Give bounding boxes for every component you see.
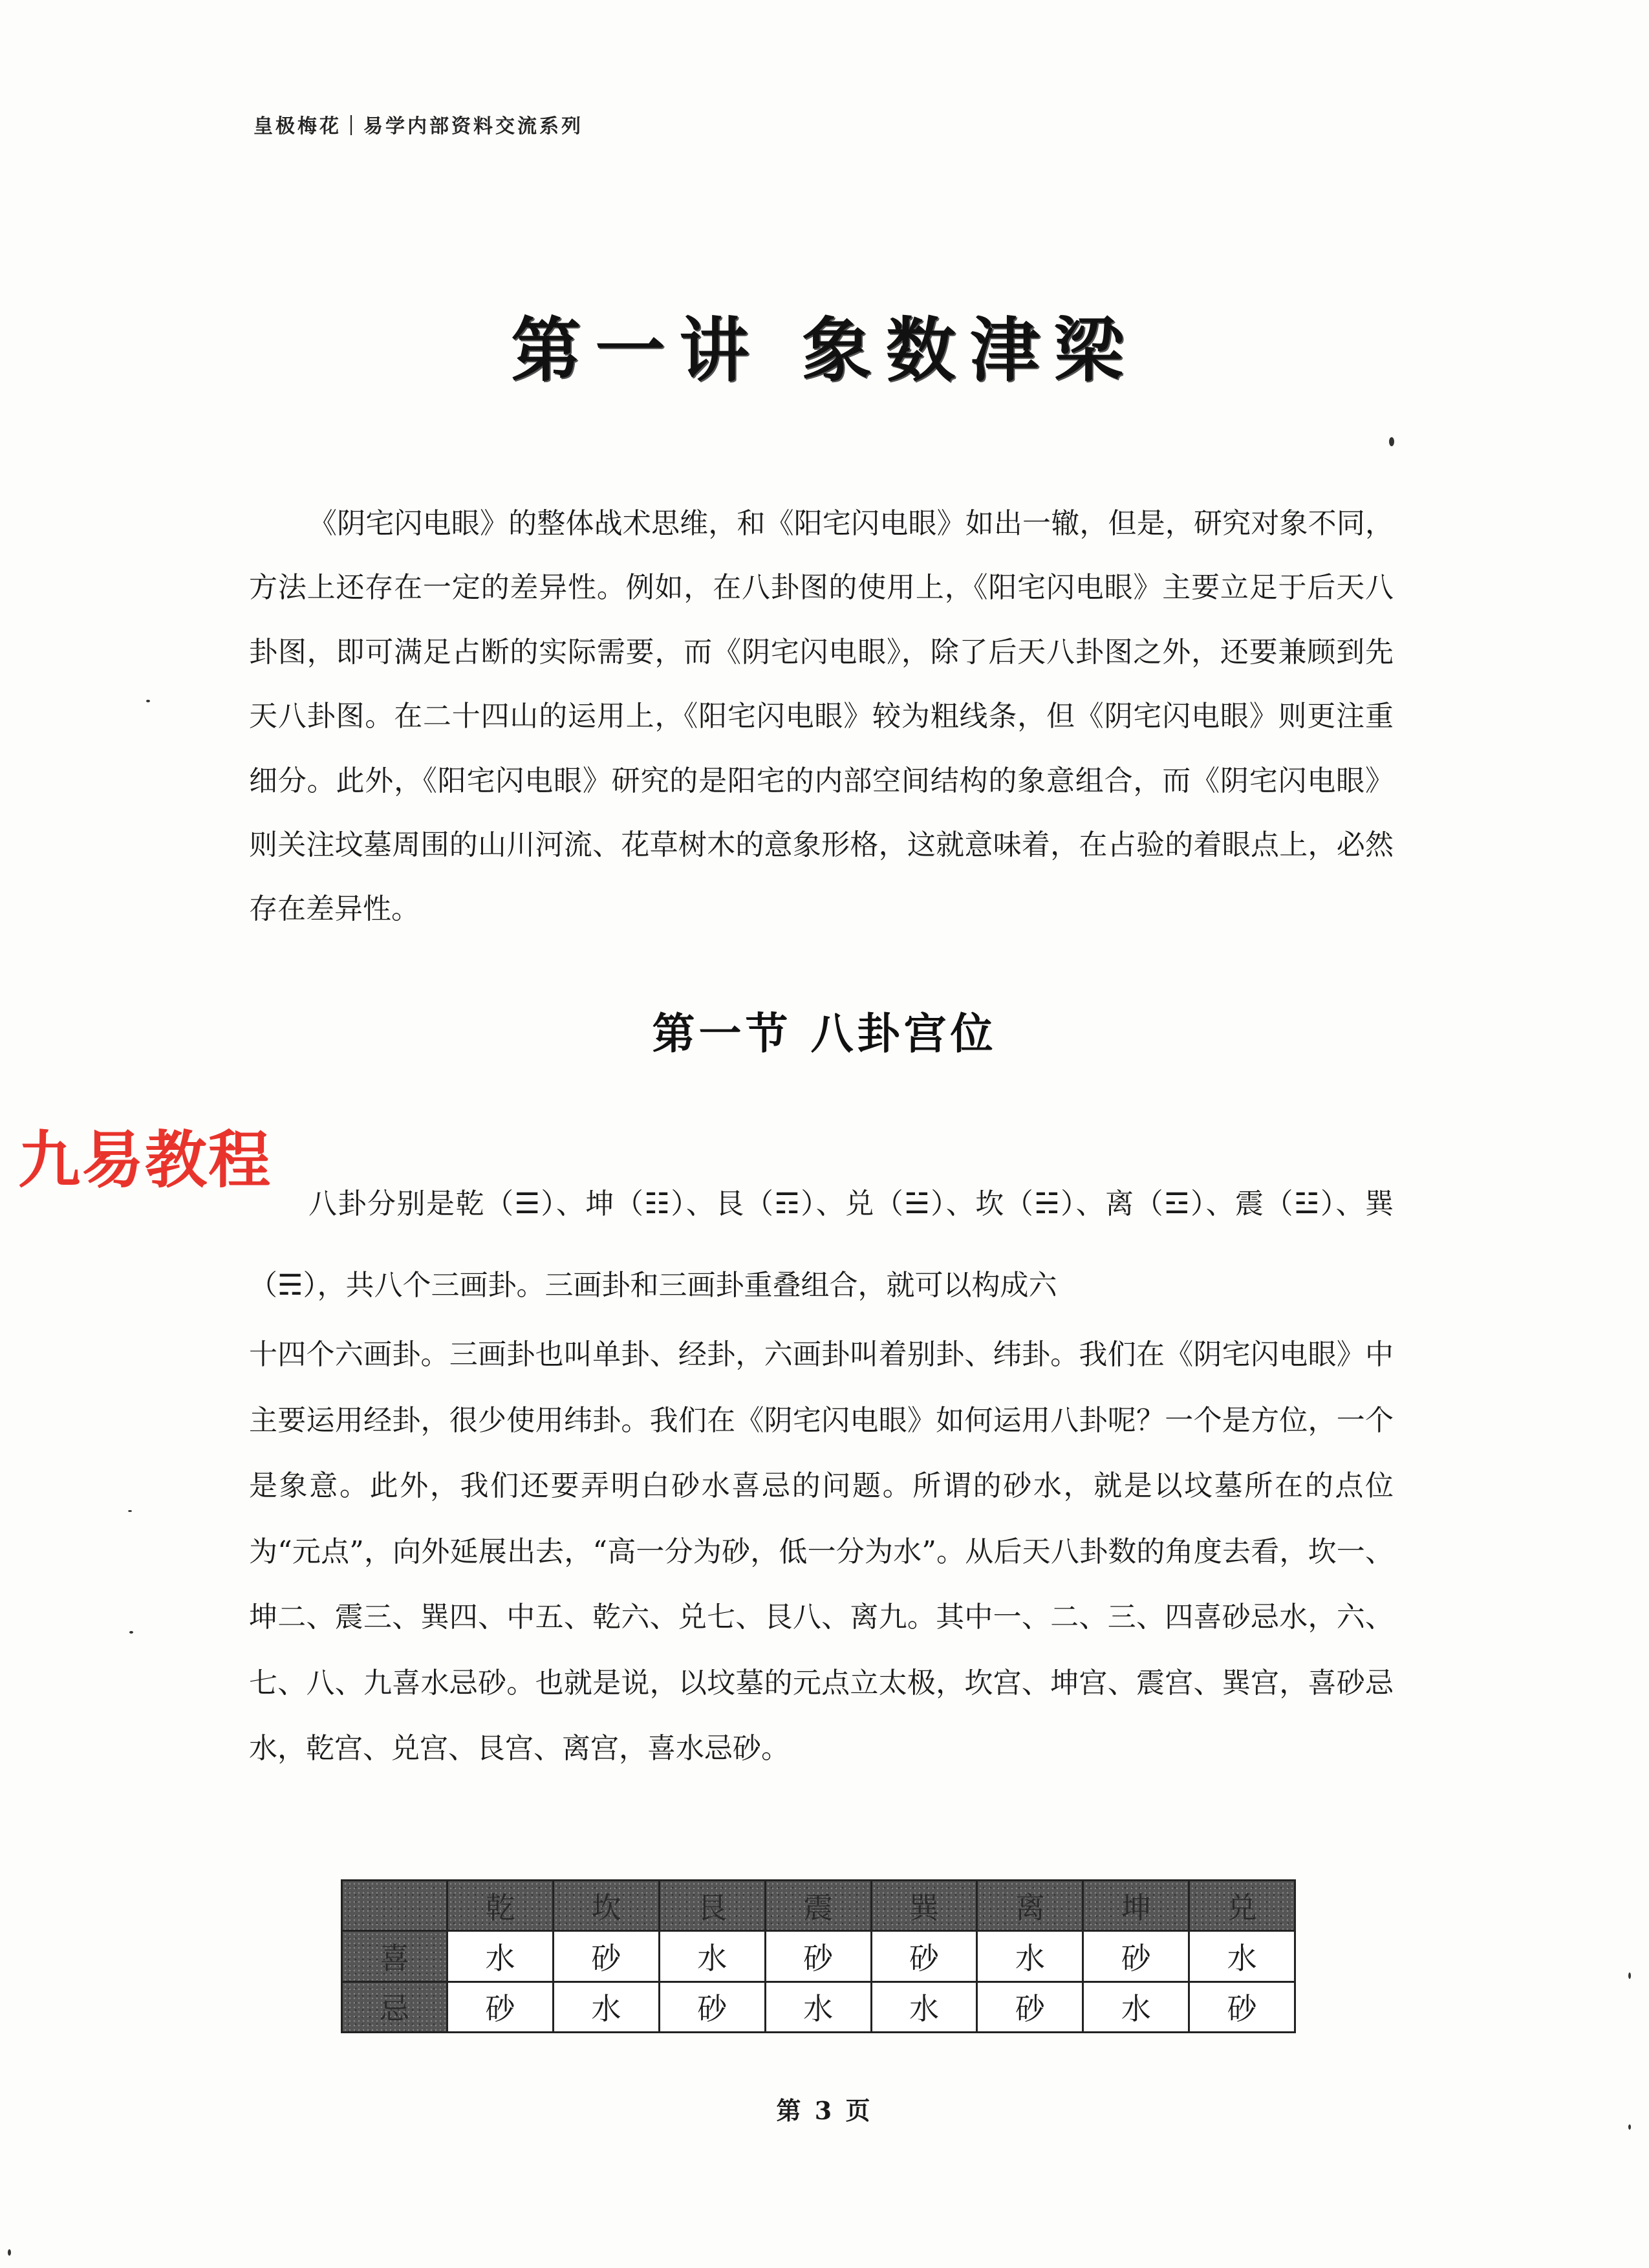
scan-speck	[129, 1631, 133, 1634]
table-header-cell: 坤	[1083, 1881, 1189, 1931]
table-header-cell: 乾	[447, 1881, 554, 1931]
table-header-cell: 艮	[659, 1881, 765, 1931]
table-header-cell: 巽	[871, 1881, 977, 1931]
scan-speck	[8, 2249, 11, 2256]
table-row-label: 喜	[342, 1931, 447, 1982]
table-cell: 水	[1083, 1982, 1189, 2032]
section-title: 第一节 八卦宫位	[652, 1008, 997, 1059]
table-cell: 砂	[553, 1931, 659, 1982]
scan-speck	[1389, 437, 1394, 446]
table-cell: 水	[1189, 1931, 1295, 1982]
scan-speck	[1628, 1972, 1631, 1979]
table-cell: 砂	[1083, 1931, 1189, 1982]
table-cell: 砂	[765, 1931, 871, 1982]
table-cell: 水	[447, 1931, 554, 1982]
intro-paragraph: 《阴宅闪电眼》的整体战术思维，和《阳宅闪电眼》如出一辙，但是，研究对象不同，方法上还存在一定的差异性。例如，在八卦图的使用上，《阳宅闪电眼》主要立足于后天八卦图，即可满足占断的实际需要，而《阴宅闪电眼》，除了后天八卦图之外，还要兼顾到先天八卦图。在二十四山的运用上，《阳宅闪电眼》较为粗线条，但《阴宅闪电眼》则更注重细分。此外，《阳宅闪电眼》研究的是阳宅的内部空间结构的象意组合，而《阴宅闪电眼》则关注坟墓周围的山川河流、花草树木的意象形格，这就意味着，在占验的着眼点上，必然存在差异性。	[249, 507, 1394, 926]
running-header: 皇极梅花｜易学内部资料交流系列	[253, 115, 583, 138]
table-row	[342, 1982, 1295, 2032]
table-corner-cell	[342, 1881, 447, 1931]
table-cell: 水	[977, 1931, 1083, 1982]
watermark-logo: 九易教程	[18, 1124, 272, 1196]
table-cell: 水	[871, 1982, 977, 2032]
trigram-paragraph: 八卦分别是乾（☰）、坤（☷）、艮（☶）、兑（☱）、坎（☵）、离（☲）、震（☳）、巽（☴），共八个三画卦。三画卦和三画卦重叠组合，就可以构成六	[249, 1187, 1394, 1302]
table-header-cell: 兑	[1189, 1881, 1295, 1931]
scan-speck	[1628, 2124, 1631, 2130]
table-cell: 砂	[447, 1982, 554, 2032]
table-header-cell: 离	[977, 1881, 1083, 1931]
scan-speck	[146, 700, 150, 702]
table-header-cell: 震	[765, 1881, 871, 1931]
table-header-cell: 坎	[553, 1881, 659, 1931]
scan-speck	[128, 1510, 132, 1512]
sand-water-table	[341, 1879, 1296, 2033]
chapter-title: 第一讲 象数津梁	[511, 310, 1138, 391]
table-cell: 水	[765, 1982, 871, 2032]
table-cell: 砂	[1189, 1982, 1295, 2032]
table-row-label: 忌	[342, 1982, 447, 2032]
table-header-row	[342, 1881, 1295, 1931]
table-row	[342, 1931, 1295, 1982]
table-cell: 水	[553, 1982, 659, 2032]
table-cell: 砂	[659, 1982, 765, 2032]
page-number: 第 3 页	[776, 2096, 873, 2125]
table-cell: 砂	[871, 1931, 977, 1982]
table-cell: 水	[659, 1931, 765, 1982]
sand-water-paragraph: 十四个六画卦。三画卦也叫单卦、经卦，六画卦叫着别卦、纬卦。我们在《阴宅闪电眼》中主要运用经卦，很少使用纬卦。我们在《阴宅闪电眼》如何运用八卦呢？一个是方位，一个是象意。此外，我们还要弄明白砂水喜忌的问题。所谓的砂水，就是以坟墓所在的点位为“元点”，向外延展出去，“高一分为砂，低一分为水”。从后天八卦数的角度去看，坎一、坤二、震三、巽四、中五、乾六、兑七、艮八、离九。其中一、二、三、四喜砂忌水，六、七、八、九喜水忌砂。也就是说，以坟墓的元点立太极，坎宫、坤宫、震宫、巽宫，喜砂忌水，乾宫、兑宫、艮宫、离宫，喜水忌砂。	[249, 1338, 1394, 1765]
table-cell: 砂	[977, 1982, 1083, 2032]
